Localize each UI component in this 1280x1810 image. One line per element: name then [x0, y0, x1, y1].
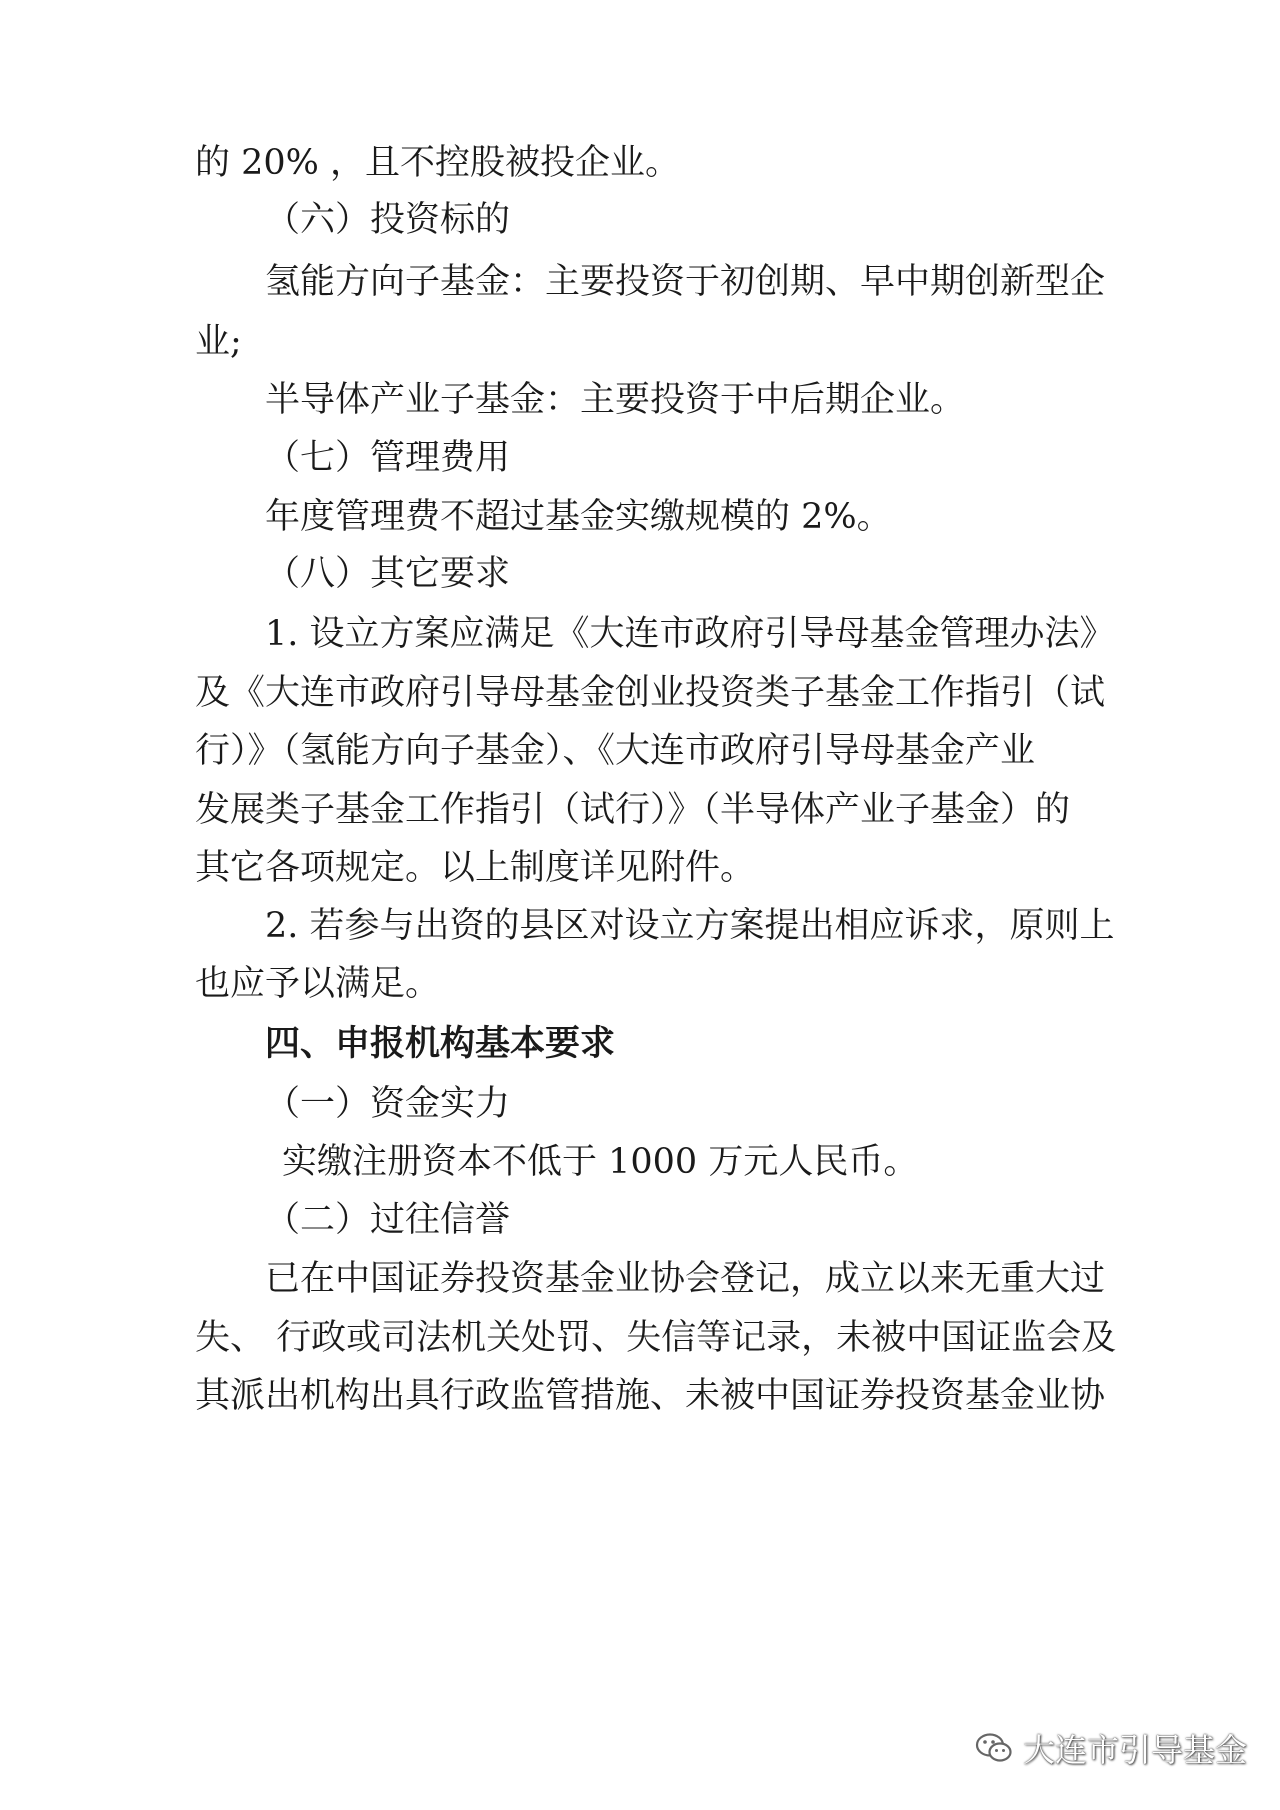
text-line: 其派出机构出具行政监管措施、未被中国证券投资基金业协	[195, 1376, 1106, 1416]
text-line: 其它各项规定。以上制度详见附件。	[195, 848, 756, 888]
text-line: 2. 若参与出资的县区对设立方案提出相应诉求，原则上	[265, 906, 1115, 946]
text-line: 失、 行政或司法机关处罚、失信等记录，未被中国证监会及	[195, 1318, 1117, 1358]
text-line: 及《大连市政府引导母基金创业投资类子基金工作指引（试	[195, 673, 1106, 713]
text-line: 也应予以满足。	[195, 964, 441, 1004]
section-subheading: （七）管理费用	[265, 438, 511, 478]
text-line: 1. 设立方案应满足《大连市政府引导母基金管理办法》	[265, 614, 1115, 654]
section-subheading: （六）投资标的	[265, 200, 511, 240]
section-heading: 四、申报机构基本要求	[265, 1024, 616, 1064]
text-line: 氢能方向子基金：主要投资于初创期、早中期创新型企	[265, 262, 1106, 302]
text-line: 半导体产业子基金：主要投资于中后期企业。	[265, 380, 966, 420]
text-line: 年度管理费不超过基金实缴规模的 2%。	[265, 497, 892, 537]
wechat-watermark	[975, 1725, 1247, 1771]
section-subheading: （八）其它要求	[265, 554, 511, 594]
wechat-icon	[975, 1731, 1013, 1765]
watermark-text: 大连市引导基金	[1023, 1731, 1248, 1769]
section-subheading: （一）资金实力	[265, 1084, 511, 1124]
text-line: 已在中国证券投资基金业协会登记，成立以来无重大过	[265, 1259, 1106, 1299]
text-line: 行）》（氢能方向子基金）、《大连市政府引导母基金产业	[195, 731, 1036, 771]
text-line: 实缴注册资本不低于 1000 万元人民币。	[282, 1142, 919, 1182]
text-line: 发展类子基金工作指引（试行）》（半导体产业子基金）的	[195, 790, 1071, 830]
text-line: 业;	[195, 322, 242, 362]
text-line: 的 20% ，且不控股被投企业。	[195, 143, 681, 183]
section-subheading: （二）过往信誉	[265, 1200, 511, 1240]
